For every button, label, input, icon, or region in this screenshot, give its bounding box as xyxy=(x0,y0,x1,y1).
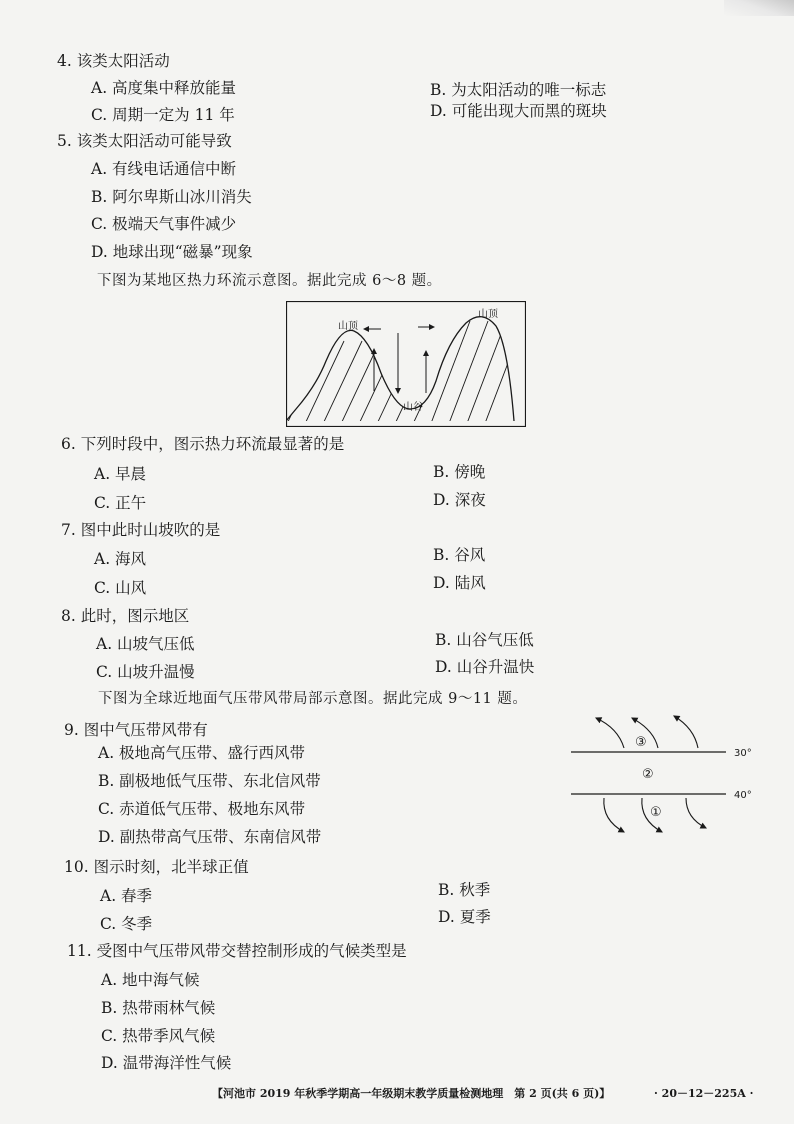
question-9-stem: 9. 图中气压带风带有 xyxy=(64,721,208,739)
label-peak-left: 山顶 xyxy=(338,321,358,332)
label-valley: 山谷 xyxy=(403,402,423,413)
thermal-circulation-figure xyxy=(286,301,526,427)
label-peak-right: 山顶 xyxy=(478,309,498,320)
zone-3: ③ xyxy=(635,735,647,750)
question-7-option-b: B. 谷风 xyxy=(433,546,486,564)
question-10-option-a: A. 春季 xyxy=(100,887,153,905)
question-11-option-b: B. 热带雨林气候 xyxy=(101,999,216,1017)
label-lat-40: 40° xyxy=(734,790,752,801)
question-11-stem: 11. 受图中气压带风带交替控制形成的气候类型是 xyxy=(67,942,407,960)
question-4-option-c: C. 周期一定为 11 年 xyxy=(91,106,235,124)
question-10-option-b: B. 秋季 xyxy=(438,881,491,899)
question-7-option-a: A. 海风 xyxy=(94,550,147,568)
question-11-option-c: C. 热带季风气候 xyxy=(101,1027,216,1045)
question-6-option-c: C. 正午 xyxy=(94,494,147,512)
question-7-stem: 7. 图中此时山坡吹的是 xyxy=(61,521,221,539)
question-11-option-d: D. 温带海洋性气候 xyxy=(101,1054,232,1072)
question-9-option-c: C. 赤道低气压带、极地东风带 xyxy=(98,800,306,818)
intro-6-8: 下图为某地区热力环流示意图。据此完成 6～8 题。 xyxy=(97,273,442,289)
question-4-stem: 4. 该类太阳活动 xyxy=(57,52,170,70)
question-10-option-c: C. 冬季 xyxy=(100,915,153,933)
question-9-option-b: B. 副极地低气压带、东北信风带 xyxy=(98,772,321,790)
question-8-stem: 8. 此时，图示地区 xyxy=(61,607,190,625)
question-8-option-d: D. 山谷升温快 xyxy=(435,658,535,676)
question-10-option-d: D. 夏季 xyxy=(438,908,491,926)
question-5-option-b: B. 阿尔卑斯山冰川消失 xyxy=(91,188,252,206)
question-6-option-a: A. 早晨 xyxy=(94,465,147,483)
question-4-option-a: A. 高度集中释放能量 xyxy=(91,79,237,97)
question-5-option-a: A. 有线电话通信中断 xyxy=(91,160,237,178)
question-5-option-c: C. 极端天气事件减少 xyxy=(91,215,237,233)
question-6-option-d: D. 深夜 xyxy=(433,491,486,509)
question-10-stem: 10. 图示时刻，北半球正值 xyxy=(64,858,249,876)
question-7-option-c: C. 山风 xyxy=(94,579,147,597)
footer-exam-info: 【河池市 2019 年秋季学期高一年级期末教学质量检测地理 第 2 页(共 6 页)】 xyxy=(212,1087,611,1100)
question-4-option-b: B. 为太阳活动的唯一标志 xyxy=(430,81,607,99)
question-6-stem: 6. 下列时段中，图示热力环流最显著的是 xyxy=(61,435,345,453)
question-8-option-a: A. 山坡气压低 xyxy=(96,635,195,653)
question-9-option-d: D. 副热带高气压带、东南信风带 xyxy=(98,828,322,846)
question-4-option-d: D. 可能出现大而黑的斑块 xyxy=(430,102,607,120)
question-8-option-b: B. 山谷气压低 xyxy=(435,631,534,649)
question-9-option-a: A. 极地高气压带、盛行西风带 xyxy=(98,744,306,762)
intro-9-11: 下图为全球近地面气压带风带局部示意图。据此完成 9～11 题。 xyxy=(98,691,528,707)
question-5-option-d: D. 地球出现“磁暴”现象 xyxy=(91,243,253,261)
question-6-option-b: B. 傍晚 xyxy=(433,463,486,481)
pressure-wind-belt-figure xyxy=(566,708,756,838)
zone-2: ② xyxy=(642,767,654,782)
question-5-stem: 5. 该类太阳活动可能导致 xyxy=(57,132,232,150)
scan-shadow xyxy=(724,0,794,16)
question-11-option-a: A. 地中海气候 xyxy=(101,971,200,989)
label-lat-30: 30° xyxy=(734,748,752,759)
zone-1: ① xyxy=(650,805,662,820)
footer-code: · 20－12－225A · xyxy=(654,1087,754,1100)
question-7-option-d: D. 陆风 xyxy=(433,574,486,592)
question-8-option-c: C. 山坡升温慢 xyxy=(96,663,195,681)
